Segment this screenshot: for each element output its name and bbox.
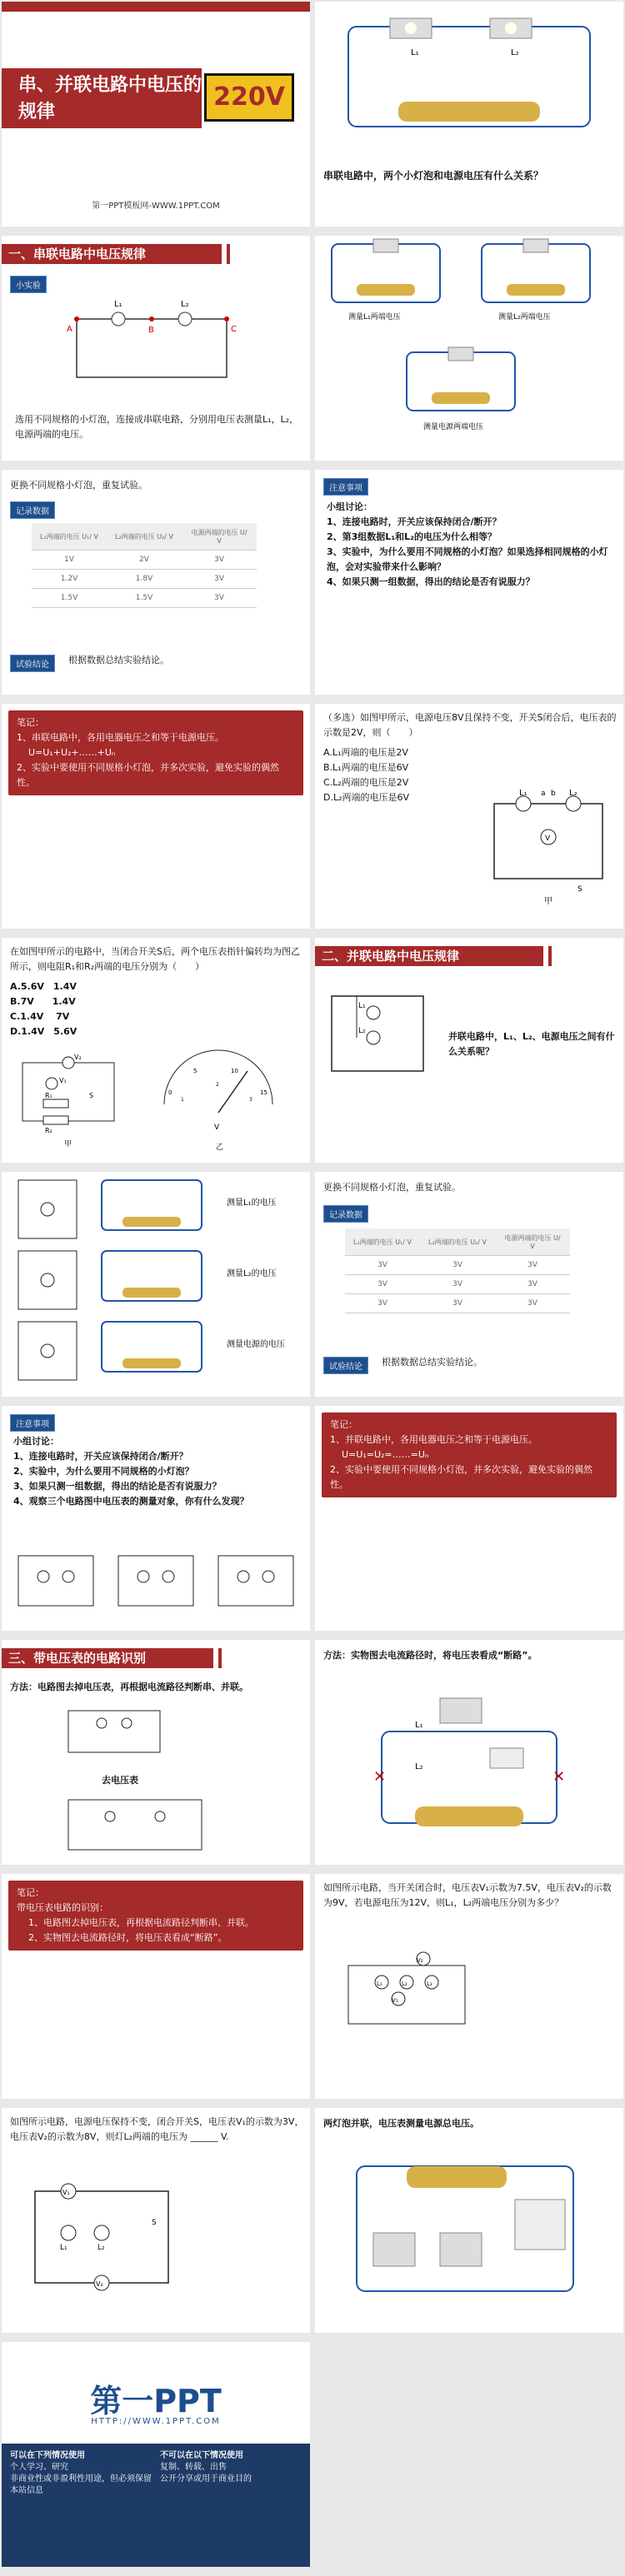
method-text: 方法：实物图去电流路径时，将电压表看成“断路”。 — [323, 1650, 538, 1661]
slide-parallel-measure — [2, 1172, 310, 1397]
circuit-diagram — [486, 787, 611, 912]
circuit-diagram — [340, 1949, 473, 2032]
discussion-line: 1、连接电路时，开关应该保持闭合/断开？ — [13, 1451, 188, 1462]
brand-logo: 第一PPT — [90, 2383, 222, 2419]
label-B: B — [148, 326, 154, 335]
discussion-line: 2、实验中，为什么要用不同规格的小灯泡？ — [13, 1466, 194, 1477]
label: V₂ — [96, 2280, 103, 2288]
section-title: 三、带电压表的电路识别 — [2, 1648, 218, 1668]
tick: 10 — [231, 1068, 238, 1074]
section-title: 一、串联电路中电压规律 — [2, 244, 227, 264]
cell: 3V — [420, 1256, 495, 1275]
intro-text: 更换不同规格小灯泡，重复试验。 — [323, 1182, 461, 1193]
label: 甲 — [544, 897, 552, 906]
intro-text: 更换不同规格小灯泡，重复试验。 — [10, 480, 148, 491]
note-box — [8, 1881, 303, 1951]
measurement-photos — [315, 236, 623, 461]
tick: 1 — [181, 1097, 184, 1103]
note-box — [322, 1413, 617, 1497]
conclusion-tag: 试验结论 — [10, 655, 55, 672]
physical-circuit-photo — [340, 2150, 590, 2316]
conclusion-text: 根据数据总结实验结论。 — [382, 1357, 482, 1368]
note-line: 笔记： — [17, 717, 44, 728]
cell: 1.8V — [107, 570, 182, 589]
slide-voltmeter-summary — [2, 1874, 310, 2099]
cell: 3V — [420, 1275, 495, 1294]
brand-url[interactable]: HTTP://WWW.1PPT.COM — [91, 2417, 221, 2426]
label: L₁ — [415, 1721, 423, 1730]
cell: 3V — [345, 1275, 420, 1294]
tick: 3 — [249, 1097, 252, 1103]
caption-3: 测量电源两端电压 — [423, 423, 484, 431]
slide-exercise-2 — [2, 938, 310, 1163]
question-stem: 如图所示电路，电源电压保持不变，闭合开关S，电压表V₁的示数为3V，电压表V₂的示数为8V，则灯L₂两端的电压为 ______ V. — [10, 2116, 304, 2142]
experiment-text: 选用不同规格的小灯泡，连接成串联电路，分别用电压表测量L₁，L₂，电源两端的电压。 — [15, 414, 299, 440]
formula: U=U₁+U₂+……+Uₙ — [28, 747, 116, 758]
usage-line: 个人学习、研究 — [10, 2463, 68, 2472]
question-stem: 如图所示电路，当开关闭合时，电压表V₁示数为7.5V，电压表V₂的示数为9V，若电源电压为12V，则L₁，L₂两端电压分别为多少？ — [323, 1882, 612, 1908]
physical-circuit — [365, 1682, 573, 1848]
label: S — [578, 885, 582, 894]
usage-forbidden-title: 不可以在以下情况使用 — [160, 2451, 243, 2460]
option-D[interactable]: D.L₂两端的电压是6V — [323, 792, 410, 803]
cell: 1.2V — [32, 570, 107, 589]
section-title: 二、并联电路中电压规律 — [315, 946, 548, 966]
label: L₂ — [402, 1981, 408, 1987]
cell: 3V — [420, 1294, 495, 1313]
cell: 3V — [182, 551, 257, 570]
discussion-line: 3、如果只测一组数据，得出的结论是否有说服力？ — [13, 1481, 222, 1492]
col-header: L₂两端的电压 U₂/ V — [107, 523, 182, 551]
discussion-line: 小组讨论： — [327, 501, 372, 512]
option-D[interactable]: D.1.4V 5.6V — [10, 1026, 78, 1037]
slide-title — [2, 2, 310, 227]
circuit-diagram — [18, 2175, 185, 2299]
cell: 2V — [107, 551, 182, 570]
option-A[interactable]: A.L₁两端的电压是2V — [323, 747, 408, 758]
slide-series-summary — [2, 704, 310, 929]
slide-exercise-1 — [315, 704, 623, 929]
table-row — [345, 1275, 570, 1294]
note-line: 2、实验中要使用不同规格小灯泡，并多次实验，避免实验的偶然性。 — [17, 762, 279, 788]
slide-brand — [2, 2342, 310, 2567]
label-A: A — [67, 325, 72, 334]
table-row — [345, 1294, 570, 1313]
caption: 测量L₂的电压 — [227, 1269, 277, 1278]
slide-exercise-4 — [2, 2108, 310, 2333]
page-title: 串、并联电路中电压的规律 — [2, 68, 202, 128]
table-row — [32, 589, 257, 608]
cell: 1.5V — [107, 589, 182, 608]
col-header: L₂两端的电压 U₂/ V — [420, 1228, 495, 1256]
cell: 3V — [495, 1256, 570, 1275]
note-line: 2、实物图去电流路径时，将电压表看成“断路”。 — [28, 1932, 228, 1943]
discussion-line: 4、观察三个电路图中电压表的测量对象，你有什么发现？ — [13, 1496, 249, 1507]
slide-exercise-3 — [315, 1874, 623, 2099]
options — [10, 979, 77, 1039]
label: L₃ — [427, 1981, 432, 1987]
label-L1: L₁ — [114, 300, 122, 309]
question: 并联电路中，L₁、L₂、电源电压之间有什么关系呢？ — [448, 1031, 615, 1057]
tick: 5 — [193, 1068, 198, 1074]
data-table — [345, 1228, 570, 1313]
notes-tag: 注意事项 — [323, 478, 368, 496]
cell: 3V — [182, 570, 257, 589]
slide-parallel-photo — [315, 2108, 623, 2333]
tick: 0 — [168, 1089, 172, 1096]
caption-2: 测量L₂两端电压 — [498, 313, 551, 321]
notes-tag: 注意事项 — [10, 1414, 55, 1432]
cell: 3V — [495, 1275, 570, 1294]
conclusion-text: 根据数据总结实验结论。 — [68, 655, 169, 665]
label: 甲 — [64, 1140, 72, 1148]
col-header: 电源两端的电压 U/ V — [495, 1228, 570, 1256]
label-L2: L₂ — [181, 300, 189, 309]
slide-series-experiment — [2, 236, 310, 461]
caption: 测量电源的电压 — [227, 1340, 285, 1349]
cell: 3V — [345, 1256, 420, 1275]
parallel-circuit-diagram — [323, 988, 432, 1079]
discussion-line: 1、连接电路时，开关应该保持闭合/断开？ — [327, 516, 502, 527]
question-stem: （多选）如图甲所示，电源电压8V且保持不变，开关S闭合后，电压表的示数是2V，则（ ） — [323, 712, 617, 738]
col-header: 电源两端的电压 U/ V — [182, 523, 257, 551]
formula: U=U₁=U₂=……=Uₙ — [342, 1449, 429, 1460]
slide-series-data — [2, 470, 310, 695]
note-line: 笔记： — [330, 1419, 358, 1430]
label: V₂ — [74, 1054, 82, 1061]
table-row — [32, 570, 257, 589]
circuit-before — [60, 1702, 168, 1761]
label: L₂ — [569, 789, 578, 798]
break-mark-icon: ✕ — [552, 1768, 566, 1786]
series-circuit-photo — [315, 10, 623, 143]
slide-parallel-notes — [2, 1406, 310, 1631]
caption: 两灯泡并联，电压表测量电源总电压。 — [323, 2118, 479, 2129]
label: S — [152, 2219, 157, 2227]
discussion-line: 小组讨论： — [13, 1436, 59, 1447]
three-circuit-diagrams — [6, 1547, 306, 1622]
option-A[interactable]: A.5.6V 1.4V — [10, 981, 77, 992]
data-table — [32, 523, 257, 608]
slide-series-measure-photos — [315, 236, 623, 461]
method-text: 方法：电路图去掉电压表，再根据电流路径判断串、并联。 — [10, 1682, 248, 1692]
cell: 3V — [345, 1294, 420, 1313]
note-line: 笔记： — [17, 1887, 44, 1898]
label: L₂ — [415, 1762, 423, 1771]
usage-line: 非商业性或非盈利性用途，但必须保留本站信息 — [10, 2474, 152, 2495]
slide-series-intro — [315, 2, 623, 227]
experiment-tag: 小实验 — [10, 276, 47, 293]
col-header: L₁两端的电压 U₁/ V — [32, 523, 107, 551]
series-circuit-diagram — [52, 294, 260, 386]
voltage-badge: 220V — [204, 73, 294, 122]
label: S — [89, 1092, 94, 1099]
note-line: 1、串联电路中，各用电器电压之和等于电源电压。 — [17, 732, 224, 743]
site-credit: 第一PPT模板网-WWW.1PPT.COM — [92, 202, 220, 211]
note-line: 1、并联电路中，各用电器电压之和等于电源电压。 — [330, 1434, 538, 1445]
label: a — [541, 790, 546, 798]
conclusion-tag: 试验结论 — [323, 1357, 368, 1374]
slide-parallel-summary — [315, 1406, 623, 1631]
slide-voltmeter-identify — [2, 1640, 310, 1865]
discussion-line: 2、第3组数据L₁和L₂的电压为什么相等？ — [327, 531, 497, 542]
discussion-line: 3、实验中，为什么要用不同规格的小灯泡？如果选择相同规格的小灯泡，会对实验带来什么影响？ — [327, 546, 608, 572]
slide-parallel-intro — [315, 938, 623, 1163]
note-box — [8, 710, 303, 795]
label: R₁ — [45, 1092, 52, 1099]
tick: 2 — [216, 1082, 219, 1088]
usage-allowed-title: 可以在下列情况使用 — [10, 2451, 85, 2460]
label: 乙 — [216, 1144, 224, 1152]
caption: 测量L₁的电压 — [227, 1198, 277, 1208]
cell: 1V — [32, 551, 107, 570]
label: V — [545, 835, 551, 843]
slide-series-notes — [315, 470, 623, 695]
note-line: 1、电路图去掉电压表，再根据电流路径判断串、并联。 — [28, 1917, 254, 1928]
lamp-label-2: L₂ — [511, 48, 519, 57]
options — [323, 745, 409, 805]
circuit-after — [60, 1791, 210, 1858]
caption: 去电压表 — [102, 1775, 138, 1786]
label: R₂ — [45, 1127, 52, 1134]
label: L₂ — [98, 2244, 105, 2252]
question: 串联电路中，两个小灯泡和电源电压有什么关系？ — [323, 170, 544, 182]
label: V₁ — [392, 1997, 398, 2004]
option-B[interactable]: B.L₁两端的电压是6V — [323, 762, 409, 773]
slide-voltmeter-method — [315, 1640, 623, 1865]
tick: 15 — [260, 1089, 268, 1096]
break-mark-icon: ✕ — [373, 1768, 387, 1786]
measurement-photos — [2, 1172, 310, 1397]
label: b — [551, 790, 556, 798]
label: V — [214, 1124, 220, 1132]
col-header: L₁两端的电压 U₁/ V — [345, 1228, 420, 1256]
label-C: C — [231, 325, 237, 334]
usage-line: 公开分享或用于商业目的 — [160, 2474, 252, 2484]
option-C[interactable]: C.L₂两端的电压是2V — [323, 777, 409, 788]
record-tag: 记录数据 — [323, 1205, 368, 1223]
caption-1: 测量L₁两端电压 — [348, 313, 401, 321]
note-line: 带电压表电路的识别： — [17, 1902, 108, 1913]
usage-line: 复制、转载、出售 — [160, 2463, 227, 2472]
label: L₂ — [358, 1027, 366, 1035]
label: L₁ — [60, 2244, 68, 2252]
table-row — [345, 1256, 570, 1275]
label: L₁ — [358, 1002, 366, 1010]
label: V₁ — [62, 2189, 70, 2196]
label: V₂ — [417, 1957, 423, 1964]
figure-circuit-and-meter — [6, 1046, 306, 1154]
table-row — [32, 551, 257, 570]
slide-parallel-data — [315, 1172, 623, 1397]
label: L₁ — [519, 789, 528, 798]
question-stem: 在如图甲所示的电路中，当闭合开关S后，两个电压表指针偏转均为图乙所示，则电阻R₁和R₂两端的电压分别为（ ） — [10, 946, 300, 972]
label: L₁ — [377, 1981, 382, 1987]
cell: 3V — [495, 1294, 570, 1313]
option-B[interactable]: B.7V 1.4V — [10, 996, 76, 1007]
record-tag: 记录数据 — [10, 501, 55, 519]
cell: 3V — [182, 589, 257, 608]
note-line: 2、实验中要使用不同规格小灯泡，并多次实验，避免实验的偶然性。 — [330, 1464, 592, 1490]
option-C[interactable]: C.1.4V 7V — [10, 1011, 70, 1022]
lamp-label-1: L₁ — [411, 48, 419, 57]
cell: 1.5V — [32, 589, 107, 608]
discussion-line: 4、如果只测一组数据，得出的结论是否有说服力？ — [327, 576, 535, 587]
label: V₁ — [59, 1077, 67, 1084]
